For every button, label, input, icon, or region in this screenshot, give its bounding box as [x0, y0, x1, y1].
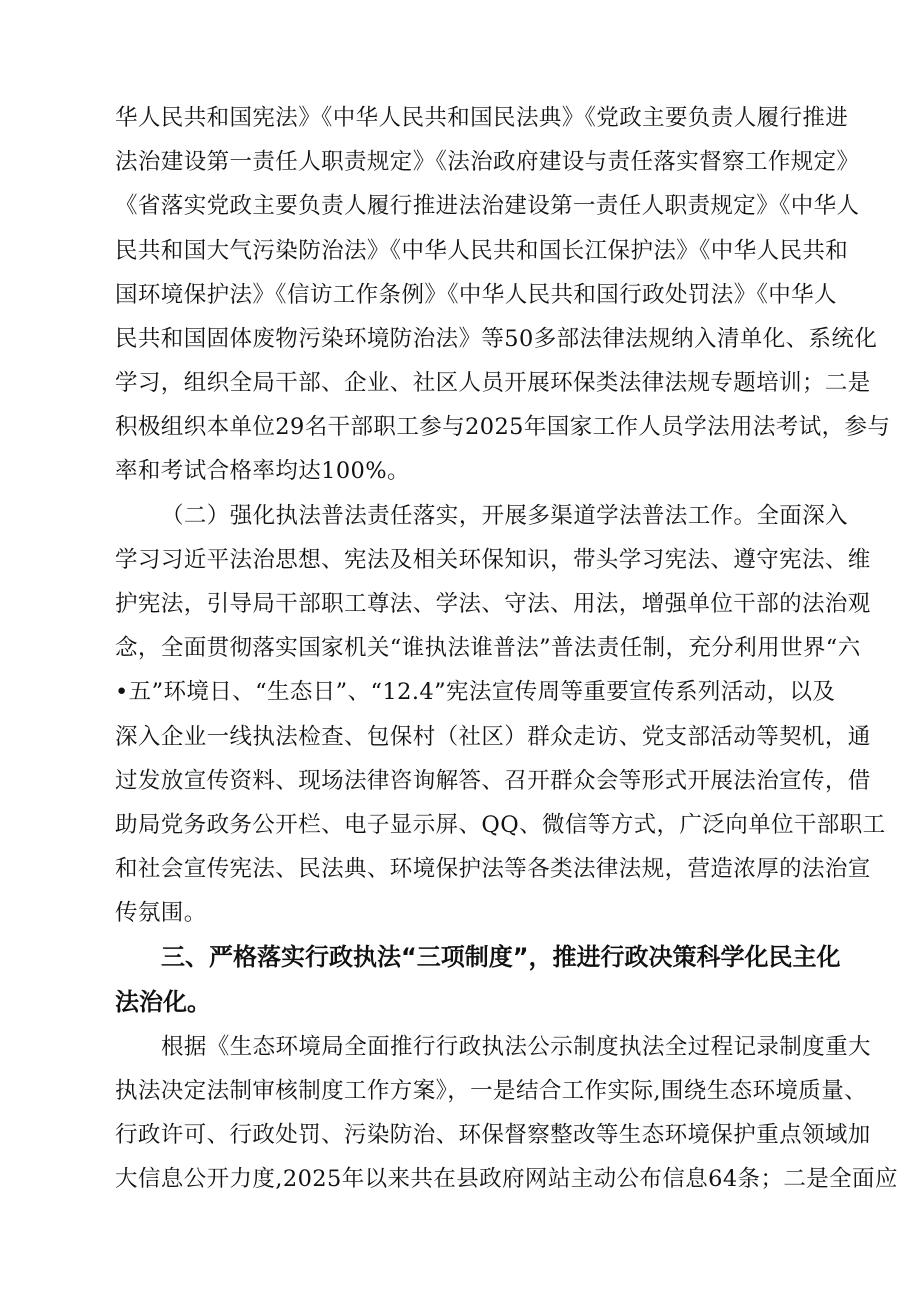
paragraph-2-line: 传氛围。 [115, 900, 207, 926]
paragraph-3-line: 执法决定法制审核制度工作方案》，一是结合工作实际,围绕生态环境质量、 [115, 1078, 868, 1104]
paragraph-1-line: 华人民共和国宪法》《中华人民共和国民法典》《党政主要负责人履行推进 [115, 105, 849, 131]
paragraph-3-line: 行政许可、行政处罚、污染防治、环保督察整改等生态环境保护重点领域加 [115, 1122, 871, 1148]
paragraph-1-line: 学习，组织全局干部、企业、社区人员开展环保类法律法规专题培训；二是 [115, 370, 871, 396]
paragraph-2-line: 护宪法，引导局干部职工尊法、学法、守法、用法，增强单位干部的法治观 [115, 591, 871, 617]
paragraph-2-line: 和社会宣传宪法、民法典、环境保护法等各类法律法规，营造浓厚的法治宣 [115, 856, 871, 882]
paragraph-2-line: （二）强化执法普法责任落实，开展多渠道学法普法工作。全面深入 [161, 503, 849, 529]
paragraph-3-line: 根据《生态环境局全面推行行政执法公示制度执法全过程记录制度重大 [161, 1034, 871, 1060]
paragraph-2-line: 学习习近平法治思想、宪法及相关环保知识，带头学习宪法、遵守宪法、维 [115, 547, 871, 573]
paragraph-1-line: 民共和国大气污染防治法》《中华人民共和国长江保护法》《中华人民共和 [115, 238, 849, 264]
paragraph-1-line: 国环境保护法》《信访工作条例》《中华人民共和国行政处罚法》《中华人 [115, 282, 837, 308]
section-3-heading-line: 法治化。 [115, 988, 211, 1016]
paragraph-2-line: •五”环境日、“生态日”、“12.4”宪法宣传周等重要宣传系列活动，以及 [115, 679, 836, 705]
paragraph-1-line: 率和考试合格率均达100%。 [115, 458, 410, 484]
paragraph-1-line: 《省落实党政主要负责人履行推进法治建设第一责任人职责规定》《中华人 [115, 193, 860, 219]
paragraph-2-line: 助局党务政务公开栏、电子显示屏、QQ、微信等方式，广泛向单位干部职工 [115, 812, 886, 838]
paragraph-3-line: 大信息公开力度,2025年以来共在县政府网站主动公布信息64条；二是全面应 [115, 1166, 898, 1192]
paragraph-1-line: 积极组织本单位29名干部职工参与2025年国家工作人员学法用法考试，参与 [115, 414, 891, 440]
paragraph-1-line: 法治建设第一责任人职责规定》《法治政府建设与责任落实督察工作规定》 [115, 149, 860, 175]
paragraph-2-line: 念，全面贯彻落实国家机关“谁执法谁普法”普法责任制，充分利用世界“六 [115, 635, 861, 661]
section-3-heading-line: 三、严格落实行政执法“三项制度”，推进行政决策科学化民主化 [161, 943, 841, 971]
paragraph-2-line: 深入企业一线执法检查、包保村（社区）群众走访、党支部活动等契机，通 [115, 724, 871, 750]
paragraph-2-line: 过发放宣传资料、现场法律咨询解答、召开群众会等形式开展法治宣传，借 [115, 768, 871, 794]
paragraph-1-line: 民共和国固体废物污染环境防治法》等50多部法律法规纳入清单化、系统化 [115, 326, 878, 352]
